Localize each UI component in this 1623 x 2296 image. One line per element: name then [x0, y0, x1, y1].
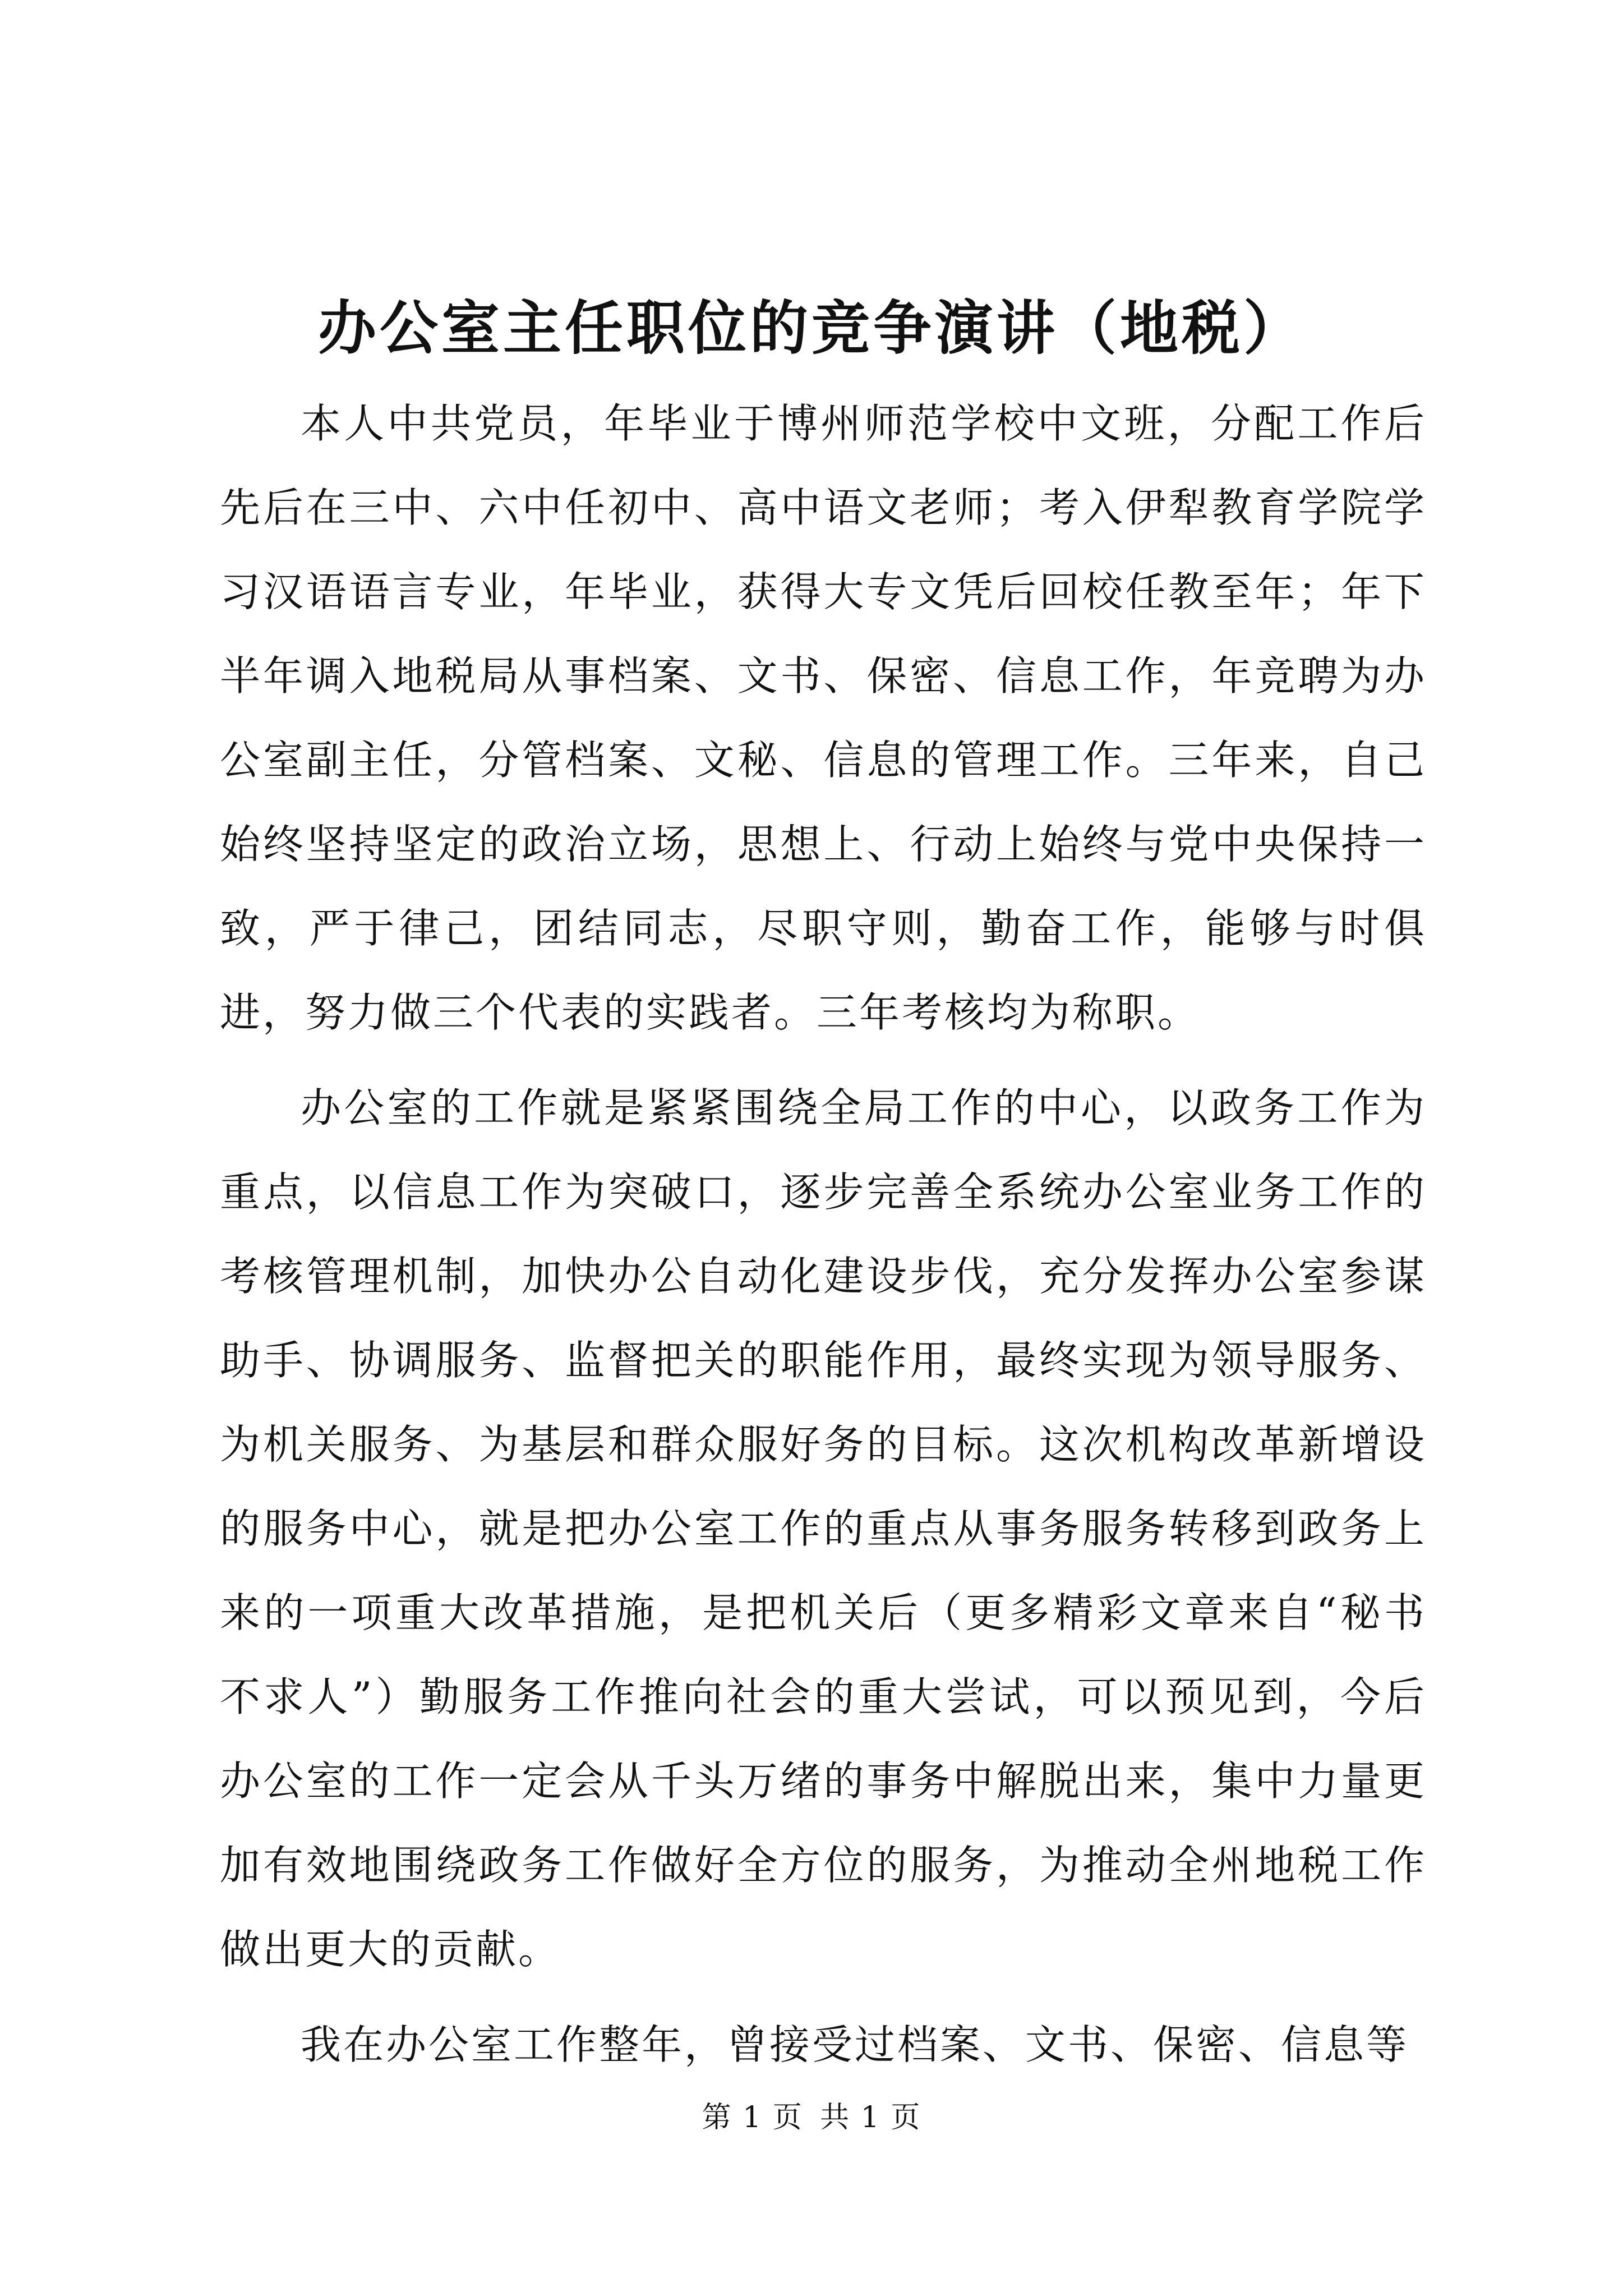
- paragraph-2: 办公室的工作就是紧紧围绕全局工作的中心，以政务工作为重点，以信息工作为突破口，逐步完善全系统办公室业务工作的考核管理机制，加快办公自动化建设步伐，充分发挥办公室参谋助手、协调服务、监督把关的职能作用，最终实现为领导服务、为机关服务、为基层和群众服好务的目标。这次机构改革新增设的服务中心，就是把办公室工作的重点从事务服务转移到政务上来的一项重大改革措施，是把机关后（更多精彩文章来自“秘书不求人”）勤服务工作推向社会的重大尝试，可以预见到，今后办公室的工作一定会从千头万绪的事务中解脱出来，集中力量更加有效地围绕政务工作做好全方位的服务，为推动全州地税工作做出更大的贡献。: [220, 1084, 1427, 1973]
- paragraph-1: 本人中共党员，年毕业于博州师范学校中文班，分配工作后先后在三中、六中任初中、高中语文老师；考入伊犁教育学院学习汉语语言专业，年毕业，获得大专文凭后回校任教至年；年下半年调入地税局从事档案、文书、保密、信息工作，年竞聘为办公室副主任，分管档案、文秘、信息的管理工作。三年来，自己始终坚持坚定的政治立场，思想上、行动上始终与党中央保持一致，严于律己，团结同志，尽职守则，勤奋工作，能够与时俱进，努力做三个代表的实践者。三年考核均为称职。: [220, 400, 1427, 1036]
- paragraph-3: 我在办公室工作整年，曾接受过档案、文书、保密、信息等: [301, 2021, 1409, 2068]
- page-number: 第 1 页: [702, 2101, 803, 2134]
- page-total: 共 1 页: [820, 2101, 921, 2134]
- page-footer: [0, 2098, 1623, 2137]
- document-title: 办公室主任职位的竞争演讲（地税）: [317, 293, 1305, 362]
- document-body: [220, 381, 1427, 2087]
